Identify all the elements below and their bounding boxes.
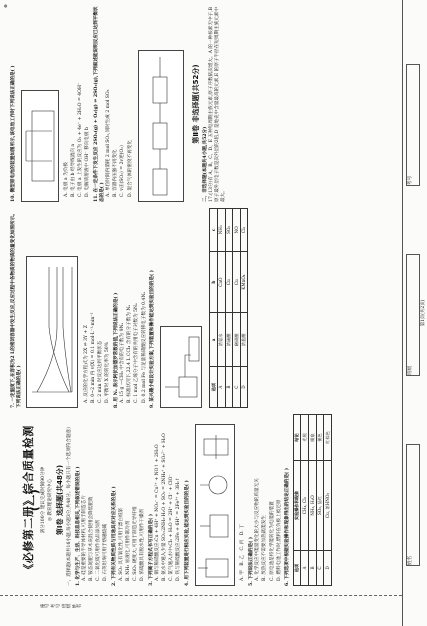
table-row	[301, 415, 309, 586]
q6-th: 实验操作和现象	[293, 461, 301, 551]
q3-option-c: C. 氯气通入水中:Cl₂ + H₂O = 2H⁺ + Cl⁻ + ClO⁻	[169, 474, 175, 581]
table-row	[240, 209, 248, 408]
question-2-stem: 2. 下列有关物质性质与用途具有对应关系的是( )	[112, 486, 118, 586]
q9-table	[209, 208, 248, 408]
q6-cell: 喷泉	[309, 415, 317, 461]
table-row	[309, 415, 317, 586]
q8-option-a: A. 15 g —CH₃ 中含有的电子数为 9Nₐ	[120, 322, 126, 403]
q9-cell: Cu	[225, 251, 233, 313]
q6-cell: D	[324, 550, 332, 585]
q5-option-b: B. 放热反应不需要加热就能发生	[262, 514, 268, 581]
q10-option-c: C. 电极 a 上发生的反应为 O₂ + 4e⁻ + 2H₂O = 4OH⁻	[78, 82, 84, 197]
exam-meta-line2: ◎ 教育理论研究中心	[47, 478, 53, 522]
q10-option-d: D. 电解质溶液中 OH⁻ 移向电极 b	[85, 127, 91, 197]
q9-cell: C	[233, 367, 241, 408]
q3-option-b: B. 氨水中通入少量 SO₂:2NH₃·H₂O + SO₂ = 2NH₄⁺ + SO₃²⁻ + H₂O	[162, 433, 168, 581]
class-box[interactable]	[406, 254, 420, 376]
question-3-stem: 3. 下列离子方程式书写正确的是( )	[148, 513, 154, 586]
q5-option-a: A. 化学反应中能量变化的大小与反应物的质量无关	[255, 478, 261, 581]
q6-cell: 光照	[301, 415, 309, 461]
q7-graph	[26, 256, 78, 408]
question-9-stem: 9. 某兴趣小组设计实验方案,下列装置和操作能达到实验目的的是( )	[150, 270, 156, 408]
part1-heading: 第Ⅰ卷 选择题(共48分)	[56, 464, 65, 536]
name-box-label: 姓名	[408, 555, 413, 565]
q9-cell: NO	[233, 209, 241, 252]
table-row	[324, 415, 332, 586]
table-row	[225, 209, 233, 408]
q6-cell: 红棕色	[324, 415, 332, 461]
question-1-stem: 1. 化学与生产、生活、科技息息相关,下列叙述错误的是( )	[75, 466, 81, 586]
q6-cell: A	[301, 550, 309, 585]
q9-cell: SO₂	[225, 209, 233, 252]
page-number: 第1页(共2页)	[421, 299, 426, 327]
q1-option-d: D. 石英坩埚可用于熔融烧碱	[103, 524, 109, 581]
q6-th: 结论	[293, 415, 301, 461]
corner-mark-icon: ⊕	[4, 4, 9, 8]
q4-option-c: C. 丙	[240, 539, 246, 551]
q9-cell: D	[240, 367, 248, 408]
q1-option-a: A. 硅是重要的半导体材料,可用于制造芯片	[82, 495, 88, 581]
q10-option-a: A. 电极 a 为负极	[64, 162, 70, 197]
q7-option-c: C. 2 min 时反应达到平衡状态	[97, 340, 103, 403]
q1-option-c: C. 二氧化硫可用作食品添加剂	[96, 519, 102, 581]
process-flow-figure	[138, 50, 184, 202]
q9-cell: Cl₂	[240, 209, 248, 252]
question-10-stem: 10. 微型原电池的装置如图所示,该电池工作时下列说法正确的是( )	[11, 65, 16, 202]
class-box-label: 班级	[408, 365, 413, 375]
question-4-stem: 4. 用下列装置进行相应实验,能达到实验目的的是( )	[184, 480, 190, 586]
q6-cell: C	[316, 550, 324, 585]
q2-option-d: D. 浓硫酸具有脱水性,可用作干燥剂	[139, 508, 145, 581]
q9-cell: NH₃	[217, 209, 225, 252]
q6-th: 选项	[293, 550, 301, 585]
q7-option-d: D. 平衡时 X 的转化率为 50%	[105, 341, 111, 403]
question-17-text: 17.(13分)有 A、B、C、D、E 五种短周期主族元素,原子序数依次增大。A 的一种核素无中子,B 原子最外层电子数是次外层的2倍,D 是地壳中含量最高的元素,E 的原子半径在短周期主族元素中最大。	[209, 7, 226, 202]
q9-cell: 稀硝酸	[233, 313, 241, 367]
q6-table	[293, 414, 332, 586]
q6-cell: Cu, 浓HNO₃	[324, 461, 332, 551]
id-box-label: 考号	[408, 175, 413, 185]
question-7-stem: 7. 一定温度下,在容积为2 L的密闭容器中发生反应,反应过程中各物质的物质的量变化如图所示。下列说法正确的是( )	[11, 211, 22, 408]
q9-cell: 浓氨水	[217, 313, 225, 367]
q8-option-c: C. 1 mol 乙烯分子中含有的共用电子对数为 5Nₐ	[134, 303, 140, 403]
question-8-stem: 8. 用 Nₐ 表示阿伏加德罗常数的值,下列说法正确的是( )	[113, 292, 119, 408]
column-2	[8, 208, 250, 408]
q4-options	[240, 414, 246, 586]
table-row	[233, 209, 241, 408]
nonchoice-instructions: 二、非选择题(本题共4小题,共52分)	[202, 126, 208, 202]
q9-cell: A	[217, 367, 225, 408]
q5-option-c: C. 原电池是将化学能转化为电能的装置	[269, 501, 275, 581]
q9-cell: CaO	[217, 251, 225, 313]
q6-cell: SO₂, 品红	[316, 461, 324, 551]
q7-option-a: A. 反应的化学方程式为 2X ⇌ 3Y + Z	[83, 325, 89, 403]
q10-option-b: B. 电子由 b 经导线流向 a	[71, 143, 77, 197]
q4-option-a: A. 甲	[240, 570, 246, 581]
q1-option-b: B. 铵态氮肥与草木灰混合使用会降低肥效	[89, 496, 95, 581]
q9-cell: 浓硫酸	[225, 313, 233, 367]
q9-th: c	[210, 209, 218, 252]
q6-cell: B	[309, 550, 317, 585]
q5-option-d: D. 燃料电池工作时,燃料在负极上被还原	[276, 499, 282, 581]
q9-cell: Cu	[233, 251, 241, 313]
question-6-stem: 6. 下列选项中根据实验操作和现象得出的结论正确的是( )	[285, 468, 291, 586]
q10-cell-diagram	[21, 90, 59, 202]
name-box[interactable]	[406, 444, 420, 566]
exam-meta-line1: 满分100分 建议完成时间90分钟	[41, 466, 47, 534]
q9-cell: 浓盐酸	[240, 313, 248, 367]
q11-option-a: A. 单位时间内消耗 2 mol SO₂,同时生成 2 mol SO₃	[106, 89, 112, 197]
binding-gutter	[0, 595, 402, 626]
q4-option-b: B. 乙	[240, 554, 246, 566]
q7-option-b: B. 0~2 min 内 v(X) = 0.1 mol·L⁻¹·min⁻¹	[90, 312, 96, 403]
gutter-labels: 座号 考号 班级 姓名	[40, 604, 82, 609]
column-3	[8, 6, 228, 202]
q9-th: 选项	[210, 367, 218, 408]
q4-option-d: D. 丁	[240, 524, 246, 536]
instructions: 一、选择题(本题共16小题,每小题3分,共48分。每小题只有一个选项符合题意)	[66, 427, 72, 586]
table-row	[217, 209, 225, 408]
q9-th: b	[210, 251, 218, 313]
q11-option-d: D. 混合气体的密度不再变化	[127, 140, 133, 197]
q9-cell: B	[225, 367, 233, 408]
q3-option-a: A. 铜与稀硝酸反应:Cu + 4H⁺ + NO₃⁻ = Cu²⁺ + NO↑ + 2H₂O	[155, 444, 161, 581]
q6-cell: CH₄, Cl₂	[301, 461, 309, 551]
q9-th: a	[210, 313, 218, 367]
question-11-stem: 11. 在一定条件下发生反应 2SO₂(g) + O₂(g) ⇌ 2SO₃(g),下列叙述能说明反应已达到平衡状态的是( )	[94, 6, 105, 202]
question-5-stem: 5. 下列说法正确的是( )	[248, 536, 254, 586]
table-row	[316, 415, 324, 586]
part2-heading: 第Ⅱ卷 非选择题(共52分)	[192, 64, 201, 144]
q8-option-d: D. 0.2 mol Fe 与足量稀硝酸反应转移电子数为 0.4Nₐ	[141, 291, 147, 403]
column-1	[8, 414, 334, 586]
q9-cell: KMnO₄	[240, 251, 248, 313]
exam-title: 《必修第二册》综合质量检测(一)	[22, 425, 41, 575]
q2-option-a: A. SO₂ 具有氧化性,可用于漂白纸浆	[118, 507, 124, 581]
q11-option-b: B. 容器内压强不再变化	[113, 149, 119, 197]
q6-cell: NH₃, H₂O	[309, 461, 317, 551]
id-box[interactable]	[406, 64, 420, 186]
q9-apparatus	[160, 326, 202, 408]
q2-option-c: C. SiO₂ 硬度大,可用于制造光导纤维	[132, 506, 138, 581]
q8-option-b: B. 标准状况下,22.4 L CCl₄ 含有的分子数为 Nₐ	[127, 304, 133, 403]
q11-option-c: C. v正(SO₂) = 2v逆(O₂)	[120, 145, 126, 197]
q2-option-b: B. NH₃ 易液化,可用作制冷剂	[125, 520, 131, 581]
q6-cell: 褪色	[316, 415, 324, 461]
page-footer	[402, 0, 427, 626]
apparatus-figure-q4	[195, 424, 235, 586]
q3-option-d: D. 铁与稀硫酸反应:2Fe + 6H⁺ = 2Fe³⁺ + 3H₂↑	[176, 477, 182, 581]
